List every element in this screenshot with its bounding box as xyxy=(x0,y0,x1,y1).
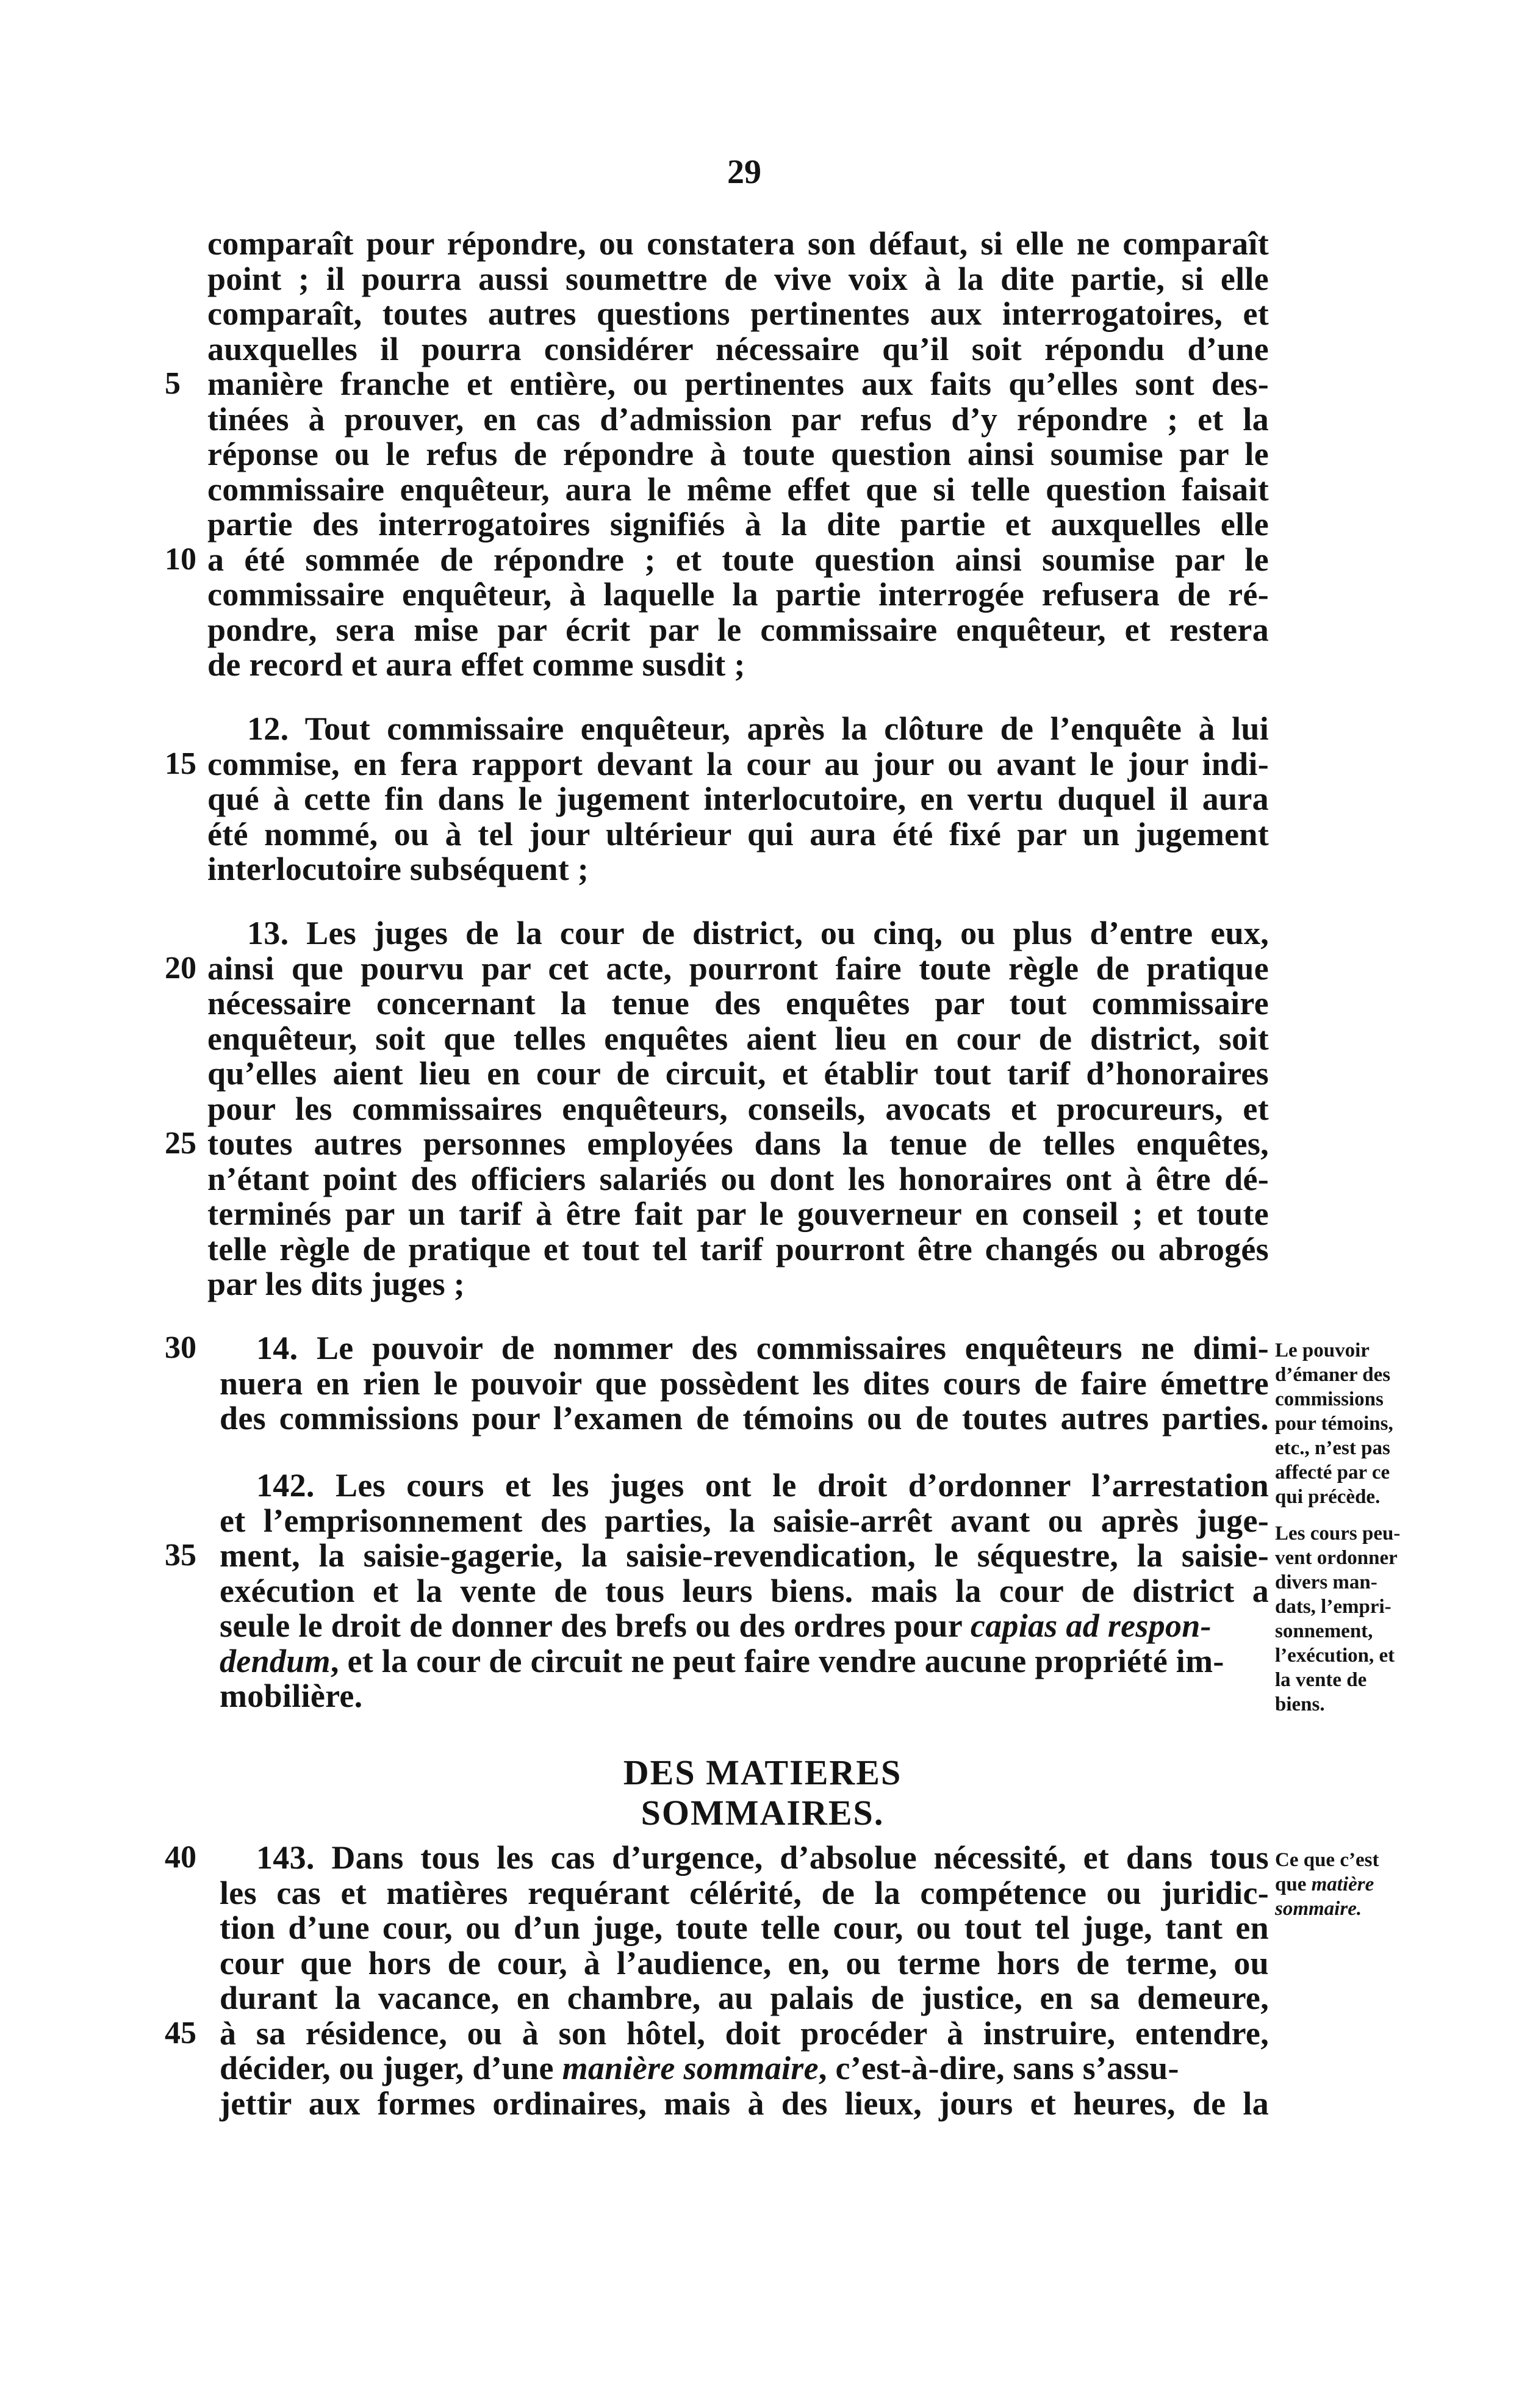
text-line: de record et aura effet comme susdit ; xyxy=(207,646,745,683)
text-line: ainsi que pourvu par cet acte, pourront faire toute règle de pratique xyxy=(207,950,1269,987)
text-line: commissaire enquêteur, à laquelle la partie interrogée refusera de ré- xyxy=(207,576,1269,613)
text-line: nécessaire concernant la tenue des enquêtes par tout commissaire xyxy=(207,985,1269,1022)
text-line: toutes autres personnes employées dans la tenue de telles enquêtes, xyxy=(207,1125,1269,1162)
text-line xyxy=(220,1643,1269,1679)
text-line: tion d’une cour, ou d’un juge, toute telle cour, ou tout tel juge, tant en xyxy=(220,1909,1269,1946)
text-line: telle règle de pratique et tout tel tarif pourront être changés ou abrogés xyxy=(207,1231,1269,1267)
italic-span: manière sommaire xyxy=(562,2050,819,2086)
page-number: 29 xyxy=(727,153,761,191)
italic-span: capias ad respon- xyxy=(970,1607,1212,1644)
italic-span: dendum xyxy=(220,1643,331,1679)
text-line: auxquelles il pourra considérer nécessaire qu’il soit répondu d’une xyxy=(207,331,1269,367)
text-span: , et la cour de circuit ne peut faire vendre aucune propriété im- xyxy=(330,1643,1224,1679)
text-line xyxy=(220,2050,1269,2086)
text-line: manière franche et entière, ou pertinentes aux faits qu’elles sont des- xyxy=(207,366,1269,402)
text-line: 12. Tout commissaire enquêteur, après la clôture de l’enquête à lui xyxy=(247,710,1269,747)
text-line: commise, en fera rapport devant la cour au jour ou avant le jour indi- xyxy=(207,746,1269,782)
line-number: 45 xyxy=(165,2016,196,2050)
margin-note: pour témoins, xyxy=(1275,1413,1393,1435)
text-line: exécution et la vente de tous leurs biens. mais la cour de district a xyxy=(220,1573,1269,1609)
line-number: 35 xyxy=(165,1538,196,1573)
margin-note: d’émaner des xyxy=(1275,1364,1391,1386)
margin-note: Ce que c’est xyxy=(1275,1849,1379,1871)
text-line: par les dits juges ; xyxy=(207,1266,465,1302)
text-span: , c’est-à-dire, sans s’assu- xyxy=(818,2050,1179,2086)
text-line: jettir aux formes ordinaires, mais à des lieux, jours et heures, de la xyxy=(220,2085,1269,2122)
margin-note: sommaire. xyxy=(1275,1898,1362,1920)
text-line: qué à cette fin dans le jugement interlocutoire, en vertu duquel il aura xyxy=(207,780,1269,817)
text-line: mobilière. xyxy=(220,1678,363,1714)
text-line: des commissions pour l’examen de témoins ou de toutes autres parties. xyxy=(220,1400,1269,1437)
text-line: enquêteur, soit que telles enquêtes aient lieu en cour de district, soit xyxy=(207,1020,1269,1057)
line-number: 25 xyxy=(165,1126,196,1161)
text-line: 142. Les cours et les juges ont le droit d’ordonner l’arrestation xyxy=(256,1467,1269,1504)
text-line: comparaît, toutes autres questions pertinentes aux interrogatoires, et xyxy=(207,295,1269,332)
section-heading: DES MATIERES SOMMAIRES. xyxy=(623,1753,902,1833)
text-line: point ; il pourra aussi soumettre de vive voix à la dite partie, si elle xyxy=(207,261,1269,297)
text-line: 13. Les juges de la cour de district, ou cinq, ou plus d’entre eux, xyxy=(247,915,1269,951)
margin-note: etc., n’est pas xyxy=(1275,1437,1390,1459)
text-line: ment, la saisie-gagerie, la saisie-revendication, le séquestre, la saisie- xyxy=(220,1537,1269,1574)
line-number: 20 xyxy=(165,951,196,986)
margin-note: vent ordonner xyxy=(1275,1547,1398,1569)
text-line: durant la vacance, en chambre, au palais de justice, en sa demeure, xyxy=(220,1980,1269,2016)
margin-note: qui précède. xyxy=(1275,1486,1381,1508)
margin-note: Les cours peu- xyxy=(1275,1523,1401,1545)
margin-note: sonnement, xyxy=(1275,1620,1373,1642)
text-line: commissaire enquêteur, aura le même effet que si telle question faisait xyxy=(207,471,1269,508)
margin-note: la vente de xyxy=(1275,1669,1367,1691)
margin-note xyxy=(1275,1872,1458,1897)
line-number: 5 xyxy=(165,366,181,401)
text-span: que xyxy=(1275,1873,1307,1895)
text-line: pour les commissaires enquêteurs, conseils, avocats et procureurs, et xyxy=(207,1090,1269,1127)
text-line: n’étant point des officiers salariés ou dont les honoraires ont à être dé- xyxy=(207,1161,1269,1197)
margin-note: biens. xyxy=(1275,1693,1325,1715)
margin-note: l’exécution, et xyxy=(1275,1645,1395,1667)
italic-span: matière xyxy=(1311,1873,1374,1895)
margin-note: affecté par ce xyxy=(1275,1462,1390,1483)
text-line: 14. Le pouvoir de nommer des commissaires enquêteurs ne dimi- xyxy=(256,1330,1269,1366)
line-number: 15 xyxy=(165,746,196,781)
text-line: pondre, sera mise par écrit par le commissaire enquêteur, et restera xyxy=(207,611,1269,648)
text-line: été nommé, ou à tel jour ultérieur qui aura été fixé par un jugement xyxy=(207,816,1269,853)
text-line: réponse ou le refus de répondre à toute question ainsi soumise par le xyxy=(207,436,1269,472)
margin-note: divers man- xyxy=(1275,1571,1377,1593)
text-line: à sa résidence, ou à son hôtel, doit procéder à instruire, entendre, xyxy=(220,2015,1269,2052)
text-line: comparaît pour répondre, ou constatera son défaut, si elle ne comparaît xyxy=(207,225,1269,262)
text-span: décider, ou juger, d’une xyxy=(220,2050,554,2086)
line-number: 30 xyxy=(165,1330,196,1365)
text-line: partie des interrogatoires signifiés à la dite partie et auxquelles elle xyxy=(207,506,1269,543)
text-line: terminés par un tarif à être fait par le gouverneur en conseil ; et toute xyxy=(207,1195,1269,1232)
text-line: nuera en rien le pouvoir que possèdent les dites cours de faire émettre xyxy=(220,1365,1269,1402)
text-line: tinées à prouver, en cas d’admission par refus d’y répondre ; et la xyxy=(207,401,1269,438)
margin-note: commissions xyxy=(1275,1388,1384,1410)
margin-note: Le pouvoir xyxy=(1275,1339,1370,1361)
text-line: et l’emprisonnement des parties, la saisie-arrêt avant ou après juge- xyxy=(220,1502,1269,1539)
line-number: 40 xyxy=(165,1840,196,1875)
text-span: seule le droit de donner des brefs ou des ordres pour xyxy=(220,1607,963,1644)
text-line xyxy=(220,1608,1269,1643)
text-line: 143. Dans tous les cas d’urgence, d’absolue nécessité, et dans tous xyxy=(256,1839,1269,1876)
text-line: cour que hors de cour, à l’audience, en, ou terme hors de terme, ou xyxy=(220,1945,1269,1981)
text-line: interlocutoire subséquent ; xyxy=(207,851,589,887)
text-line: qu’elles aient lieu en cour de circuit, et établir tout tarif d’honoraires xyxy=(207,1055,1269,1092)
text-line: les cas et matières requérant célérité, de la compétence ou juridic- xyxy=(220,1875,1269,1911)
text-line: a été sommée de répondre ; et toute question ainsi soumise par le xyxy=(207,541,1269,578)
line-number: 10 xyxy=(165,542,196,577)
margin-note: dats, l’empri- xyxy=(1275,1596,1392,1618)
